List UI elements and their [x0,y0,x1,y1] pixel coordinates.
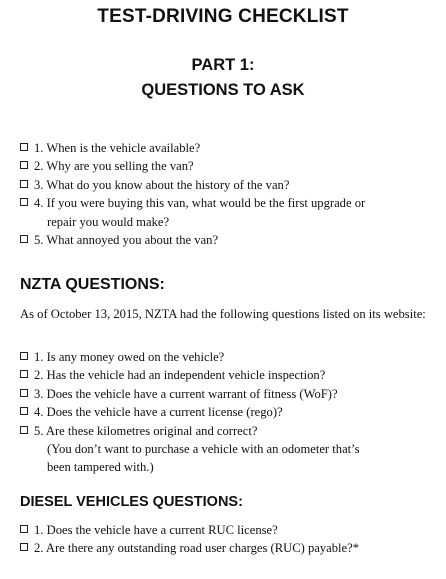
checklist-item-text: 1. Does the vehicle have a current RUC license? [34,523,278,537]
checkbox-icon[interactable] [20,235,28,243]
part1-heading: PART 1: [191,56,255,74]
checklist-item-text: 4. If you were buying this van, what would be the first upgrade or [34,196,366,211]
nzta-checklist [20,348,436,477]
checklist-item-continuation: (You don’t want to purchase a vehicle with an odometer that’s [47,442,360,457]
checklist-item-text: 2. Are there any outstanding road user charges (RUC) payable?* [34,541,360,556]
diesel-checklist [20,521,436,558]
checklist-item [20,539,436,557]
checklist-item-text: 2. Why are you selling the van? [34,159,194,174]
checklist-item-text: 5. What annoyed you about the van? [34,233,219,248]
checklist-item-text: 1. Is any money owed on the vehicle? [34,350,225,364]
page-title: TEST-DRIVING CHECKLIST [97,6,349,27]
nzta-heading: NZTA QUESTIONS: [20,276,165,293]
checklist-item [20,348,436,366]
checklist-item [20,176,436,194]
checklist-item-text: 4. Does the vehicle have a current license (rego)? [34,405,283,420]
checklist-item [20,403,436,421]
checklist-item-text: 2. Has the vehicle had an independent vehicle inspection? [34,368,326,383]
checklist-item [20,231,436,249]
checklist-item-text: 3. Does the vehicle have a current warrant of fitness (WoF)? [34,386,338,401]
checklist-item [20,422,436,477]
checkbox-icon[interactable] [20,543,28,551]
checkbox-icon[interactable] [20,407,28,415]
checkbox-icon[interactable] [20,352,28,360]
nzta-intro: As of October 13, 2015, NZTA had the following questions listed on its website: [20,307,426,321]
checkbox-icon[interactable] [20,198,28,206]
part1-checklist [20,139,436,249]
checkbox-icon[interactable] [20,161,28,169]
checkbox-icon[interactable] [20,525,28,533]
checklist-item [20,139,436,157]
checklist-item [20,385,436,403]
checkbox-icon[interactable] [20,389,28,397]
checklist-item-text: 1. When is the vehicle available? [34,141,201,155]
checkbox-icon[interactable] [20,370,28,378]
checkbox-icon[interactable] [20,180,28,188]
checklist-item-text: 3. What do you know about the history of the van? [34,177,290,192]
part1-subheading: QUESTIONS TO ASK [141,81,305,99]
checklist-item [20,194,436,231]
checklist-item-continuation: been tampered with.) [47,460,154,475]
checklist-item [20,366,436,384]
diesel-heading: DIESEL VEHICLES QUESTIONS: [20,494,243,510]
checklist-item [20,157,436,175]
checklist-item-text: 5. Are these kilometres original and correct? [34,423,258,438]
checklist-item-continuation: repair you would make? [47,214,170,229]
checkbox-icon[interactable] [20,426,28,434]
checklist-item [20,521,436,539]
checkbox-icon[interactable] [20,143,28,151]
